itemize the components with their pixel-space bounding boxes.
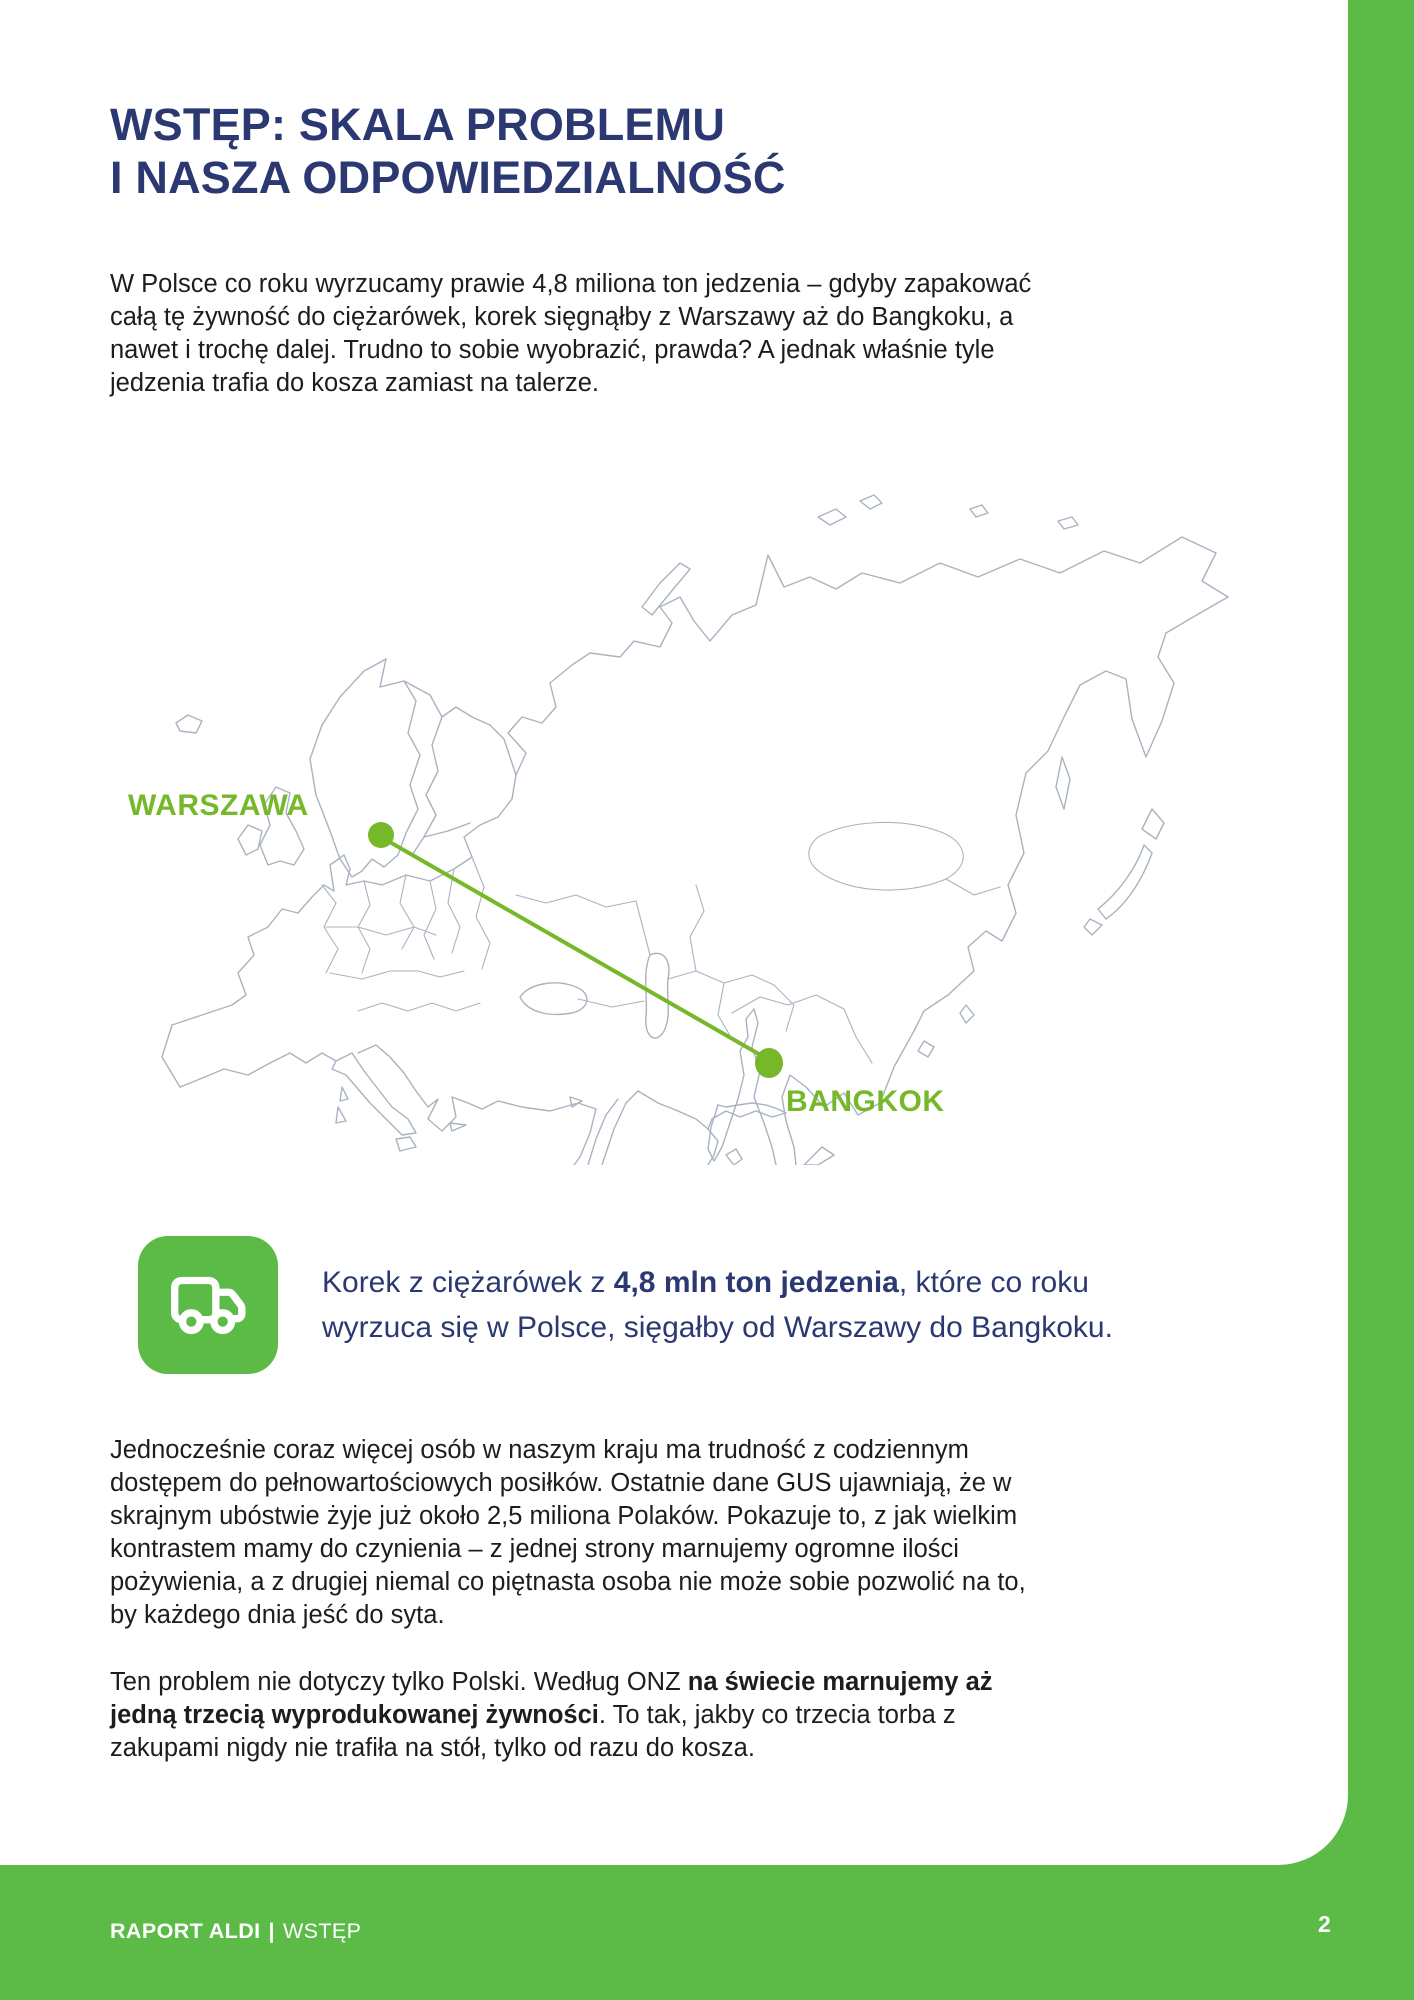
footer-separator: | [268, 1919, 275, 1943]
eurasia-route-map [118, 455, 1288, 1165]
page-title-line1: WSTĘP: SKALA PROBLEMU [110, 99, 726, 150]
paragraph-global-part2: . To tak, jakby co trzecia torba z zakupami nigdy nie trafiła na stół, tylko od razu do kosza. [110, 1701, 956, 1762]
callout-text [322, 1260, 1202, 1350]
callout-text-part2: , które co roku wyrzuca się w Polsce, sięgałby od Warszawy do Bangkoku. [322, 1266, 1113, 1344]
callout-text-bold: 4,8 mln ton jedzenia [613, 1266, 899, 1299]
truck-icon [159, 1256, 257, 1354]
page-title [110, 98, 786, 204]
paragraph-global-bold: na świecie marnujemy aż jedną trzecią wyprodukowanej żywności [110, 1668, 993, 1729]
bangkok-marker [755, 1048, 783, 1078]
paragraph-global-part1: Ten problem nie dotyczy tylko Polski. Według ONZ [110, 1668, 688, 1696]
footer-breadcrumb [110, 1919, 361, 1944]
paragraph-global [110, 1666, 1058, 1765]
truck-callout [138, 1236, 1238, 1374]
map-islands [176, 495, 1164, 1165]
page-number: 2 [1318, 1911, 1331, 1937]
bangkok-label: BANGKOK [786, 1085, 945, 1118]
route-line [388, 841, 764, 1057]
map-coastlines [162, 537, 1228, 1165]
warsaw-label: WARSZAWA [128, 789, 309, 822]
page-title-line2: I NASZA ODPOWIEDZIALNOŚĆ [110, 152, 786, 203]
eurasia-map-svg [118, 455, 1288, 1165]
truck-icon-badge [138, 1236, 278, 1374]
callout-text-part1: Korek z ciężarówek z [322, 1266, 614, 1299]
footer-section: WSTĘP [282, 1919, 362, 1943]
paragraph-poverty: Jednocześnie coraz więcej osób w naszym kraju ma trudność z codziennym dostępem do pełnowartościowych posiłków. Ostatnie dane GUS ujawniają, że w skrajnym ubóstwie żyje już około 2,5 miliona Polaków. Pokazuje to, z jak wielkim kontrastem mamy do czynienia – z jednej strony marnujemy ogromne ilości pożywienia, a z drugiej niemal co piętnasta osoba nie może sobie pozwolić na to, by każdego dnia jeść do syta. [110, 1436, 1026, 1629]
warsaw-marker [368, 822, 394, 848]
footer-brand: RAPORT ALDI [110, 1919, 261, 1943]
intro-paragraph: W Polsce co roku wyrzucamy prawie 4,8 miliona ton jedzenia – gdyby zapakować całą tę żywność do ciężarówek, korek sięgnąłby z Warszawy aż do Bangkoku, a nawet i trochę dalej. Trudno to sobie wyobrazić, prawda? A jednak właśnie tyle jedzenia trafia do kosza zamiast na talerze. [110, 270, 1032, 397]
map-country-borders [322, 822, 1000, 1063]
lower-paragraphs [110, 1434, 1058, 1765]
